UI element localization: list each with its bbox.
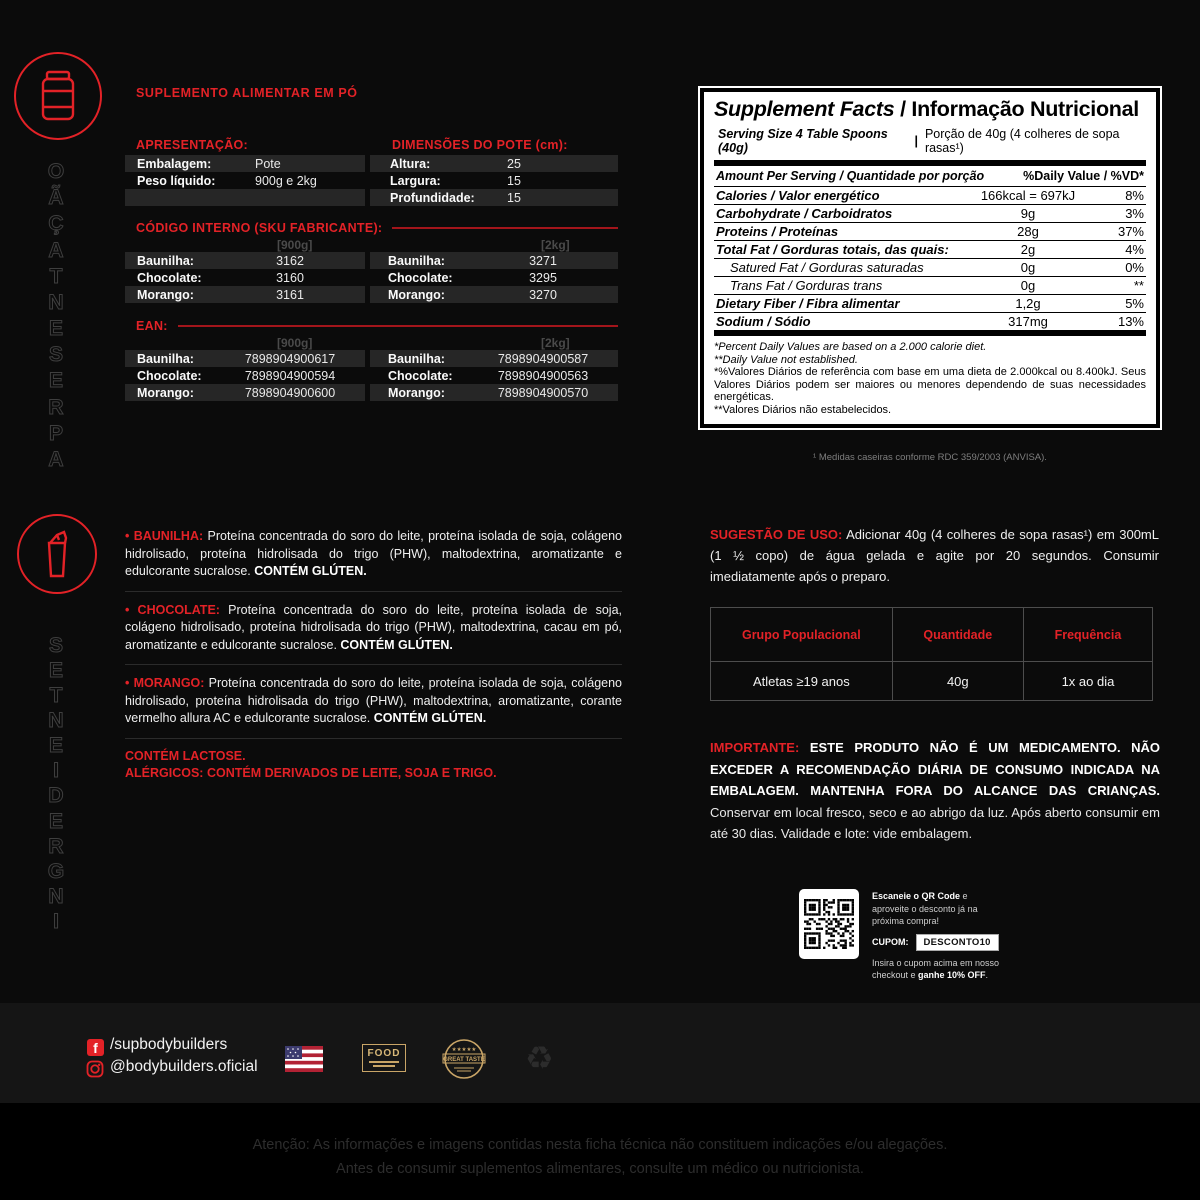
dimensoes-table (370, 155, 618, 206)
important-section (710, 737, 1160, 845)
ingredient-text: Proteína concentrada do soro do leite, proteína isolada de soja, colágeno hidrolisado, proteína hidrolisada do trigo (PHW), maltodextrina, aromatizante, corante vermelho allura AC e edulcorante sucralose. (125, 676, 622, 725)
badge-bar (369, 1061, 399, 1063)
dimensoes-title: DIMENSÕES DO POTE (cm): (392, 138, 568, 152)
food-badge-label: FOOD (367, 1048, 401, 1059)
facebook-handle[interactable]: /supbodybuilders (110, 1036, 228, 1053)
row-label: Chocolate: (137, 270, 202, 285)
anvisa-note: ¹ Medidas caseiras conforme RDC 359/2003 (ANVISA). (813, 452, 1047, 463)
instagram-handle[interactable]: @bodybuilders.oficial (110, 1058, 258, 1075)
nutrient-dv: 37% (1117, 224, 1144, 239)
serving-size-row (714, 122, 1146, 160)
nutrient-row (714, 313, 1146, 330)
shaker-glyph (37, 529, 77, 579)
vertical-label-apresentacao: A P R E S E N T A Ç Ã O (47, 160, 65, 471)
nutrient-name: Trans Fat / Gorduras trans (730, 278, 883, 293)
row-label: Baunilha: (137, 253, 194, 268)
dosage-data-row (711, 662, 1153, 701)
table-row (370, 350, 618, 367)
facts-footnotes (714, 336, 1146, 416)
row-label: Morango: (137, 385, 194, 400)
qr-line2-bold: ganhe 10% OFF (918, 970, 986, 980)
nutrient-row (714, 295, 1146, 313)
red-rule (178, 325, 618, 327)
facts-title-en: Supplement Facts (714, 97, 895, 121)
nutrient-dv: 4% (1125, 242, 1144, 257)
row-label: Morango: (388, 287, 445, 302)
footnote: **Valores Diários não estabelecidos. (714, 403, 892, 416)
nutrient-value: 317mg (1008, 314, 1048, 329)
apresentacao-table (125, 155, 365, 206)
row-value: 7898904900570 (497, 385, 589, 400)
row-value: 7898904900617 (244, 351, 336, 366)
nutrient-value: 0g (1020, 260, 1036, 275)
weight-badge-2kg: [2kg] (541, 336, 570, 350)
nutrient-row (714, 205, 1146, 223)
ean-section-title (136, 319, 618, 333)
ean-title-text: EAN: (136, 319, 168, 333)
jar-glyph (35, 70, 81, 122)
us-flag-icon (285, 1046, 323, 1072)
nutrient-dv: 5% (1125, 296, 1144, 311)
table-row (125, 286, 365, 303)
recycle-icon: ♻ (525, 1039, 554, 1077)
row-label: Largura: (390, 173, 441, 188)
row-value: 7898904900587 (497, 351, 589, 366)
qr-promo-block (872, 890, 1002, 982)
allergens-warning: ALÉRGICOS: CONTÉM DERIVADOS DE LEITE, SOJA E TRIGO. (125, 765, 497, 780)
table-row (370, 286, 618, 303)
row-value: 7898904900563 (497, 368, 589, 383)
qr-code (799, 889, 859, 959)
flavor-tag: • BAUNILHA: (125, 529, 204, 543)
daily-value-label: %Daily Value / %VD* (1023, 169, 1144, 183)
row-label: Morango: (137, 287, 194, 302)
facts-title-sep: / (894, 97, 912, 121)
disclaimer-line2: Antes de consumir suplementos alimentares, consulte um médico ou nutricionista. (336, 1161, 864, 1177)
table-row (370, 367, 618, 384)
nutrient-name: Proteins / Proteínas (716, 224, 839, 239)
cell-quantidade: 40g (892, 662, 1023, 701)
row-value: Pote (255, 156, 281, 171)
row-label: Embalagem: (137, 156, 212, 171)
ean-table-900g (125, 350, 365, 401)
row-value: 3162 (276, 253, 304, 268)
qr-line2-pre: Insira o cupom acima em nosso checkout e (872, 957, 1000, 980)
sku-section-title (136, 221, 618, 235)
table-row (370, 252, 618, 269)
row-value: 3270 (529, 287, 557, 302)
nutrient-dv: 0% (1125, 260, 1144, 275)
nutrient-dv: 3% (1125, 206, 1144, 221)
nutrient-name: Dietary Fiber / Fibra alimentar (716, 296, 900, 311)
shaker-icon (17, 514, 97, 594)
weight-badge-900g: [900g] (277, 238, 313, 252)
disclaimer (0, 1103, 1200, 1181)
nutrient-value: 166kcal = 697kJ (980, 188, 1076, 203)
row-value: 7898904900600 (244, 385, 336, 400)
nutrient-row (714, 223, 1146, 241)
row-label: Morango: (388, 385, 445, 400)
lactose-warning: CONTÉM LACTOSE. (125, 748, 246, 763)
ingredient-morango (125, 665, 622, 739)
table-row (370, 384, 618, 401)
cell-grupo: Atletas ≥19 anos (711, 662, 893, 701)
flavor-tag: • MORANGO: (125, 676, 205, 690)
facts-title (714, 97, 1146, 122)
nutrient-value: 9g (1020, 206, 1036, 221)
cupom-code: DESCONTO10 (916, 934, 999, 951)
nutrient-row (714, 187, 1146, 205)
facebook-f: f (93, 1040, 98, 1056)
nutrient-value: 28g (1017, 224, 1039, 239)
flavor-tag: • CHOCOLATE: (125, 602, 220, 617)
table-row (125, 384, 365, 401)
nutrient-name: Calories / Valor energético (716, 188, 880, 203)
nutrient-value: 2g (1020, 242, 1036, 257)
nutrient-name: Sodium / Sódio (716, 314, 811, 329)
table-row (125, 252, 365, 269)
serving-divider: | (914, 134, 918, 148)
row-label: Chocolate: (137, 368, 202, 383)
row-value: 3160 (276, 270, 304, 285)
row-value: 25 (507, 156, 521, 171)
row-value: 3161 (276, 287, 304, 302)
badge-title: GREAT TASTE (443, 1057, 485, 1063)
row-label: Baunilha: (388, 253, 445, 268)
sku-table-900g (125, 252, 365, 303)
nutrient-dv: 13% (1117, 314, 1144, 329)
qr-line1-bold: Escaneie o QR Code (872, 891, 961, 901)
weight-badge-2kg: [2kg] (541, 238, 570, 252)
row-value: 900g e 2kg (255, 173, 317, 188)
important-tag: IMPORTANTE: (710, 740, 800, 755)
sku-table-2kg (370, 252, 618, 303)
row-value: 7898904900594 (244, 368, 336, 383)
ean-table-2kg (370, 350, 618, 401)
cupom-label: CUPOM: (872, 937, 909, 947)
badge-bar (373, 1065, 395, 1067)
nutrient-name: Total Fat / Gorduras totais, das quais: (716, 242, 949, 257)
table-row (370, 189, 618, 206)
table-row (370, 155, 618, 172)
table-row-empty (125, 189, 365, 206)
table-row (125, 172, 365, 189)
qr-promo-line1 (872, 890, 1002, 928)
facts-title-pt: Informação Nutricional (911, 97, 1139, 121)
great-taste-badge (436, 1037, 492, 1081)
dosage-header-row (711, 608, 1153, 662)
table-row (125, 155, 365, 172)
ingredients-section (125, 518, 622, 782)
table-row (370, 269, 618, 286)
important-text: Conservar em local fresco, seco e ao abrigo da luz. Após aberto consumir em até 30 dias. Validade e lote: vide embalagem. (710, 804, 1160, 841)
nutrient-name: Satured Fat / Gorduras saturadas (730, 260, 924, 275)
bottom-band (0, 1103, 1200, 1200)
qr-line1-rest: e aproveite o desconto já na próxima compra! (872, 891, 978, 926)
table-row (125, 269, 365, 286)
row-value: 3295 (529, 270, 557, 285)
row-value: 15 (507, 190, 521, 205)
gluten-warning: CONTÉM GLÚTEN. (340, 637, 453, 652)
footnote: **Daily Value not established. (714, 353, 858, 366)
nutrient-dv: ** (1133, 278, 1144, 293)
ingredient-chocolate (125, 592, 622, 666)
serving-en: Serving Size 4 Table Spoons (40g) (718, 127, 888, 155)
footnote: *Percent Daily Values are based on a 2.000 calorie diet. (714, 341, 987, 353)
usage-section (710, 524, 1159, 587)
row-value: 15 (507, 173, 521, 188)
usage-text: Adicionar 40g (4 colheres de sopa rasas¹) em 300mL (1 ½ copo) de água gelada e agite por 20 segundos. Consumir imediatamente após o preparo. (710, 527, 1159, 584)
qr-line2-post: . (985, 970, 989, 980)
nutrient-dv: 8% (1125, 188, 1144, 203)
nutrient-value: 1,2g (1015, 296, 1041, 311)
instagram-icon[interactable] (86, 1060, 104, 1078)
row-label: Baunilha: (388, 351, 445, 366)
important-bold-text: ESTE PRODUTO NÃO É UM MEDICAMENTO. NÃO EXCEDER A RECOMENDAÇÃO DIÁRIA DE CONSUMO INDICADA NA EMBALAGEM. MANTENHA FORA DO ALCANCE DAS CRIANÇAS. (710, 740, 1160, 798)
row-label: Chocolate: (388, 368, 453, 383)
sku-title-text: CÓDIGO INTERNO (SKU FABRICANTE): (136, 221, 383, 235)
ingredient-text: Proteína concentrada do soro do leite, proteína isolada de soja, colágeno hidrolisado, proteína hidrolisada do trigo (PHW), maltodextrina, aromatizante e edulcorante sucralose. (125, 529, 622, 578)
apresentacao-title: APRESENTAÇÃO: (136, 138, 249, 152)
disclaimer-line1: Atenção: As informações e imagens contidas nesta ficha técnica não constituem indicações e/ou alegações. (252, 1137, 948, 1153)
row-label: Chocolate: (388, 270, 453, 285)
vertical-label-ingredientes: I N G R E D I E N T E S (47, 634, 65, 933)
col-grupo-populacional: Grupo Populacional (711, 608, 893, 662)
footer-band (0, 1003, 1200, 1103)
table-row (370, 172, 618, 189)
gluten-warning: CONTÉM GLÚTEN. (373, 711, 487, 725)
dosage-table (710, 607, 1153, 701)
red-rule (392, 227, 618, 229)
qr-promo-line2 (872, 957, 1002, 982)
nutrient-subrow (714, 277, 1146, 295)
usage-tag: SUGESTÃO DE USO: (710, 527, 843, 542)
food-certification-badge (362, 1044, 406, 1072)
weight-badge-900g: [900g] (277, 336, 313, 350)
nutrient-subrow (714, 259, 1146, 277)
row-label: Profundidade: (390, 190, 475, 205)
qr-code-pattern (804, 899, 854, 949)
nutrient-name: Carbohydrate / Carboidratos (716, 206, 893, 221)
footnote: *%Valores Diários de referência com base em uma dieta de 2.000kcal ou 8.400kJ. Seus Valores Diários podem ser maiores ou menores dependendo de suas necessidades energéticas. (714, 366, 1146, 403)
serving-pt: Porção de 40g (4 colheres de sopa rasas¹) (924, 127, 1120, 155)
ingredient-text: Proteína concentrada do soro do leite, proteína isolada de soja, colágeno hidrolisado, proteína hidrolisada do trigo (PHW), maltodextrina, cacau em pó, aromatizante e edulcorante sucralose. (125, 602, 622, 652)
badge-stars: ★★★★★ (451, 1047, 477, 1053)
col-quantidade: Quantidade (892, 608, 1023, 662)
facts-header-row (714, 166, 1146, 187)
row-label: Peso líquido: (137, 173, 216, 188)
row-label: Altura: (390, 156, 431, 171)
supplement-facts-panel (700, 88, 1160, 428)
table-row (125, 350, 365, 367)
ingredient-baunilha (125, 518, 622, 592)
row-label: Baunilha: (137, 351, 194, 366)
table-row (125, 367, 365, 384)
nutrient-value: 0g (1020, 278, 1036, 293)
gluten-warning: CONTÉM GLÚTEN. (254, 564, 367, 578)
amount-per-serving-label: Amount Per Serving / Quantidade por porção (716, 169, 985, 183)
cupom-row (872, 934, 1002, 951)
facebook-icon[interactable] (87, 1039, 104, 1056)
page-title: SUPLEMENTO ALIMENTAR EM PÓ (136, 86, 358, 100)
nutrient-row (714, 241, 1146, 259)
col-frequencia: Frequência (1023, 608, 1152, 662)
supplement-jar-icon (14, 52, 102, 140)
cell-frequencia: 1x ao dia (1023, 662, 1152, 701)
row-value: 3271 (529, 253, 557, 268)
